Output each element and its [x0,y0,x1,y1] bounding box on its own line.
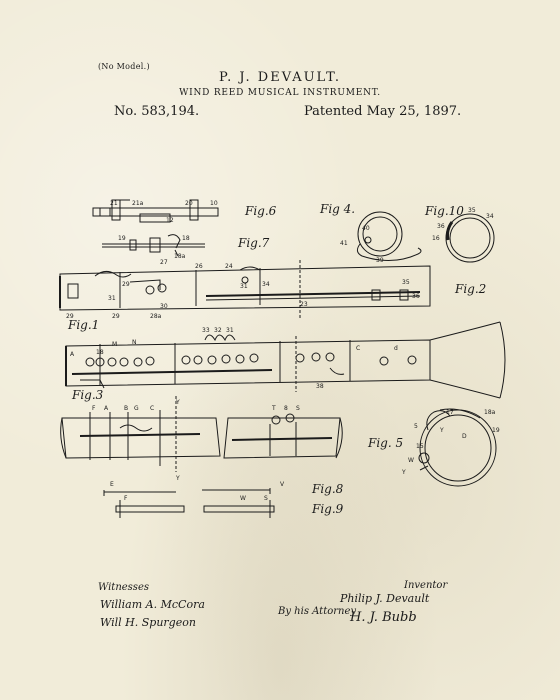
svg-text:S: S [296,405,300,412]
svg-text:Y: Y [176,399,180,406]
svg-text:40: 40 [362,225,370,232]
svg-text:34: 34 [486,213,494,220]
fig3-label: Fig.3 [72,388,104,402]
svg-text:W: W [408,457,414,464]
fig9-label: Fig.9 [312,502,344,516]
svg-text:T: T [272,405,276,412]
svg-text:A: A [104,405,109,412]
svg-text:15: 15 [416,443,424,450]
witnesses-heading: Witnesses [98,582,149,593]
svg-text:24: 24 [225,263,233,270]
svg-text:F: F [124,495,128,502]
svg-text:F: F [92,405,96,412]
svg-text:C: C [356,345,361,352]
svg-text:12: 12 [166,217,174,224]
svg-text:Y: Y [402,469,406,476]
svg-text:5: 5 [414,423,418,430]
fig10-label: Fig.10 [425,204,464,218]
svg-text:17: 17 [446,409,454,416]
fig9-drawing [116,500,274,518]
svg-text:C: C [150,405,155,412]
fig5-drawing [419,409,496,486]
inventor-name-heading: P. J. DEVAULT. [218,70,342,85]
svg-text:18: 18 [96,349,104,356]
fig5-label: Fig. 5 [368,436,404,450]
svg-text:16: 16 [432,235,440,242]
svg-text:W: W [240,495,246,502]
svg-text:33: 33 [202,327,210,334]
witness-2-signature: Will H. Spurgeon [100,616,196,629]
svg-text:38: 38 [316,383,324,390]
inventor-heading: Inventor [404,580,448,591]
svg-text:E: E [110,481,114,488]
svg-text:30: 30 [160,303,168,310]
attorney-signature: H. J. Bubb [350,610,417,625]
fig7-label: Fig.7 [238,236,270,250]
svg-text:B: B [124,405,129,412]
fig2-label: Fig.2 [455,282,487,296]
svg-text:26: 26 [195,263,203,270]
svg-text:21a: 21a [132,200,144,207]
fig6-label: Fig.6 [245,204,277,218]
svg-text:V: V [280,481,285,488]
svg-text:23: 23 [300,301,308,308]
svg-text:39: 39 [376,257,384,264]
patent-date: Patented May 25, 1897. [304,104,462,119]
fig1-label: Fig.1 [68,318,100,332]
svg-text:G: G [134,405,139,412]
svg-text:Y: Y [440,427,444,434]
svg-text:31: 31 [108,295,116,302]
svg-text:18a: 18a [484,409,496,416]
svg-text:21: 21 [110,200,118,207]
svg-text:29: 29 [66,313,74,320]
fig3-drawing [66,322,505,398]
svg-text:19: 19 [118,235,126,242]
patent-number: No. 583,194. [114,104,200,119]
svg-text:18: 18 [182,235,190,242]
svg-text:35: 35 [402,279,410,286]
svg-text:35: 35 [468,207,476,214]
svg-text:27: 27 [160,259,168,266]
model-note: (No Model.) [98,62,150,71]
svg-text:Y: Y [176,475,180,482]
svg-text:M: M [112,341,118,348]
svg-text:36: 36 [412,293,420,300]
fig10-drawing [446,214,494,262]
witness-1-signature: William A. McCora [100,598,205,611]
svg-text:28a: 28a [150,313,162,320]
svg-text:29: 29 [122,281,130,288]
svg-text:19: 19 [492,427,500,434]
svg-text:N: N [132,339,137,346]
svg-text:10: 10 [210,200,218,207]
svg-text:d: d [394,345,398,352]
svg-text:S: S [264,495,268,502]
svg-text:41: 41 [340,240,348,247]
detail-section-right [224,414,342,458]
svg-text:D: D [462,433,467,440]
fig8-label: Fig.8 [312,482,344,496]
svg-text:36: 36 [437,223,445,230]
detail-section-left [61,396,220,472]
invention-title: WIND REED MUSICAL INSTRUMENT. [179,88,381,98]
svg-text:32: 32 [214,327,222,334]
svg-text:20: 20 [185,200,193,207]
fig4-label: Fig 4. [320,202,356,216]
fig4-drawing [357,212,421,261]
svg-text:31: 31 [226,327,234,334]
attorney-line: By his Attorney [278,606,357,617]
svg-text:34: 34 [262,281,270,288]
svg-text:8: 8 [284,405,288,412]
inventor-signature: Philip J. Devault [340,592,430,605]
svg-text:29: 29 [112,313,120,320]
svg-text:31: 31 [240,283,248,290]
svg-text:18a: 18a [174,253,186,260]
svg-text:A: A [70,351,75,358]
